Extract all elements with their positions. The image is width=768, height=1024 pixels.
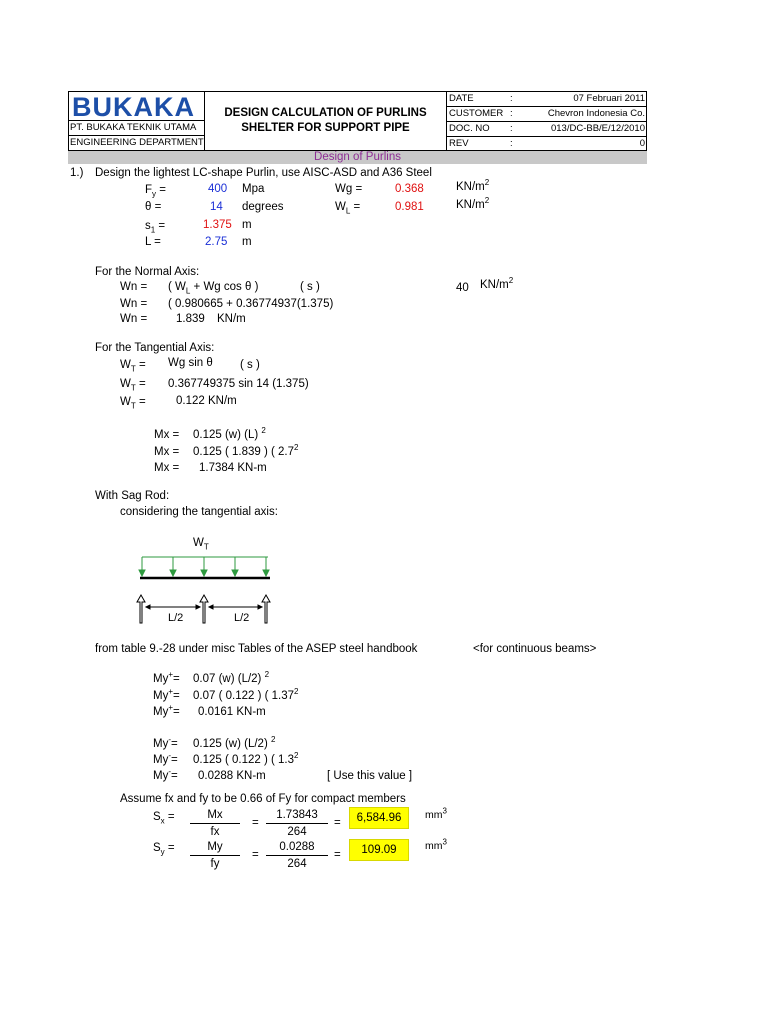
- theta-symbol: θ =: [145, 201, 162, 213]
- wn-expression-2: ( 0.980665 + 0.36774937(1.375): [168, 298, 334, 310]
- sx-fraction-line-2: [266, 823, 328, 824]
- info-value: Chevron Indonesia Co.: [547, 108, 645, 119]
- sx-numerator-value: 1.73843: [276, 809, 318, 821]
- sx-fraction-line-1: [190, 823, 240, 824]
- s1-symbol: $s_1$ =: [145, 220, 166, 235]
- s1-unit: m: [242, 219, 252, 231]
- sx-denominator-value: 264: [287, 826, 307, 838]
- wg-symbol: Wg =: [335, 183, 363, 195]
- s1-value: 1.375: [203, 219, 232, 231]
- department-name: ENGINEERING DEPARTMENT: [70, 137, 204, 148]
- mx-expression-2: 0.125 ( 1.839 ) ( $2.7^2$: [193, 443, 299, 458]
- sy-result: 109.09: [349, 839, 409, 861]
- section-title: Design of Purlins: [314, 151, 401, 163]
- span-label-right: L/2: [234, 612, 250, 624]
- info-label: REV: [449, 138, 469, 149]
- wn-expression-1-s: ( s ): [300, 281, 320, 293]
- wn-label-2: Wn =: [120, 298, 148, 310]
- wn-unit: KN/m: [217, 313, 246, 325]
- mx-label-1: Mx =: [154, 429, 180, 441]
- sx-unit: $mm^3$: [425, 806, 447, 821]
- sy-fraction-line-1: [190, 855, 240, 856]
- wl-symbol: $W_L$ =: [335, 201, 361, 216]
- document-title-line1: DESIGN CALCULATION OF PURLINS: [224, 107, 427, 119]
- sy-equals-3: =: [334, 849, 341, 861]
- sag-rod-heading: With Sag Rod:: [95, 490, 170, 502]
- info-colon: :: [510, 108, 513, 119]
- sy-symbol: $S_y$ =: [153, 842, 175, 857]
- beam-diagram: [130, 555, 290, 635]
- sy-numerator-value: 0.0288: [279, 841, 315, 853]
- span-label-left: L/2: [168, 612, 184, 624]
- sx-symbol: $S_x$ =: [153, 811, 175, 826]
- mx-expression-1: 0.125 (w) (L) $^2$: [193, 426, 266, 441]
- normal-side-unit: $KN/m^2$: [480, 276, 514, 291]
- document-title-line2: SHELTER FOR SUPPORT PIPE: [241, 122, 410, 134]
- load-arrows: [139, 557, 269, 576]
- wl-value: 0.981: [395, 201, 424, 213]
- step-number: 1.): [70, 167, 84, 179]
- l-value: 2.75: [205, 236, 228, 248]
- wn-label-1: Wn =: [120, 281, 148, 293]
- wt-expression-2: 0.367749375 sin 14 (1.375): [168, 378, 309, 390]
- mx-expression-3: 1.7384 KN-m: [199, 462, 267, 474]
- my-neg-label-1: My-=: [153, 735, 178, 750]
- info-label: DATE: [449, 93, 474, 104]
- l-symbol: L =: [145, 236, 161, 248]
- my-neg-expression-1: 0.125 (w) (L/2) $^2$: [193, 735, 276, 750]
- info-value: 07 Februari 2011: [573, 93, 645, 104]
- sy-denominator: fy: [210, 858, 220, 870]
- l-unit: m: [242, 236, 252, 248]
- sx-equals-2: =: [252, 817, 259, 829]
- wt-expression-3: 0.122 KN/m: [176, 395, 237, 407]
- info-label: DOC. NO: [449, 123, 490, 134]
- wt-row-1: $W_T$ =: [120, 359, 146, 374]
- sx-equals-3: =: [334, 817, 341, 829]
- normal-side-value: 40: [456, 282, 469, 294]
- info-value: 0: [639, 138, 645, 149]
- fy-symbol: $F_y$ =: [145, 184, 166, 199]
- my-neg-label-2: My-=: [153, 751, 178, 766]
- sy-numerator: My: [207, 841, 223, 853]
- info-label: CUSTOMER: [449, 108, 504, 119]
- wl-unit: $KN/m^2$: [456, 196, 490, 211]
- info-colon: :: [510, 138, 513, 149]
- wg-unit: $KN/m^2$: [456, 178, 490, 193]
- info-row-divider: [446, 136, 647, 137]
- wn-label-3: Wn =: [120, 313, 148, 325]
- wn-expression-1: ( $W_L + Wg$ cos θ ): [168, 281, 259, 296]
- info-colon: :: [510, 123, 513, 134]
- my-pos-expression-1: 0.07 (w) (L/2) $^2$: [193, 670, 270, 685]
- company-logo: BUKAKA: [72, 92, 195, 122]
- reference-text: from table 9.-28 under misc Tables of the ASEP steel handbook: [95, 643, 418, 655]
- my-pos-expression-3: 0.0161 KN-m: [198, 706, 266, 718]
- wn-value: 1.839: [176, 313, 205, 325]
- sx-result: 6,584.96: [349, 807, 409, 829]
- my-pos-label-2: My+=: [153, 687, 180, 702]
- mx-label-3: Mx =: [154, 462, 180, 474]
- info-value: 013/DC-BB/E/12/2010: [550, 123, 645, 134]
- step-text: Design the lightest LC-shape Purlin, use AISC-ASD and A36 Steel: [95, 167, 432, 179]
- fy-value: 400: [208, 183, 228, 195]
- tangential-axis-heading: For the Tangential Axis:: [95, 342, 215, 354]
- use-this-value-note: [ Use this value ]: [327, 770, 413, 782]
- wt-row-3: $W_T$ =: [120, 396, 146, 411]
- sy-equals-2: =: [252, 849, 259, 861]
- load-label: $W_T$: [193, 537, 209, 552]
- my-neg-expression-3: 0.0288 KN-m: [198, 770, 266, 782]
- my-neg-label-3: My-=: [153, 767, 178, 782]
- my-neg-expression-2: 0.125 ( 0.122 ) ( $1.3^2$: [193, 751, 299, 766]
- sy-fraction-line-2: [266, 855, 328, 856]
- sx-denominator: fx: [210, 826, 220, 838]
- sag-rod-subheading: considering the tangential axis:: [120, 506, 278, 518]
- info-colon: :: [510, 93, 513, 104]
- assume-text: Assume fx and fy to be 0.66 of Fy for compact members: [120, 793, 406, 805]
- fy-unit: Mpa: [242, 183, 265, 195]
- wg-value: 0.368: [395, 183, 424, 195]
- theta-value: 14: [210, 201, 223, 213]
- wt-expression-1: Wg sin θ: [168, 357, 213, 369]
- sy-unit: $mm^3$: [425, 837, 447, 852]
- wt-row-2: $W_T$ =: [120, 378, 146, 393]
- wt-expression-1-s: ( s ): [240, 359, 260, 371]
- company-name: PT. BUKAKA TEKNIK UTAMA: [70, 122, 197, 133]
- my-pos-expression-2: 0.07 ( 0.122 ) ( 1.37$^2$: [193, 687, 299, 702]
- sy-denominator-value: 264: [287, 858, 307, 870]
- sx-numerator: Mx: [207, 809, 223, 821]
- normal-axis-heading: For the Normal Axis:: [95, 266, 200, 278]
- my-pos-label-3: My+=: [153, 703, 180, 718]
- mx-label-2: Mx =: [154, 446, 180, 458]
- theta-unit: degrees: [242, 201, 284, 213]
- support-arrows: [137, 595, 270, 623]
- my-pos-label-1: My+=: [153, 670, 180, 685]
- reference-note: <for continuous beams>: [473, 643, 597, 655]
